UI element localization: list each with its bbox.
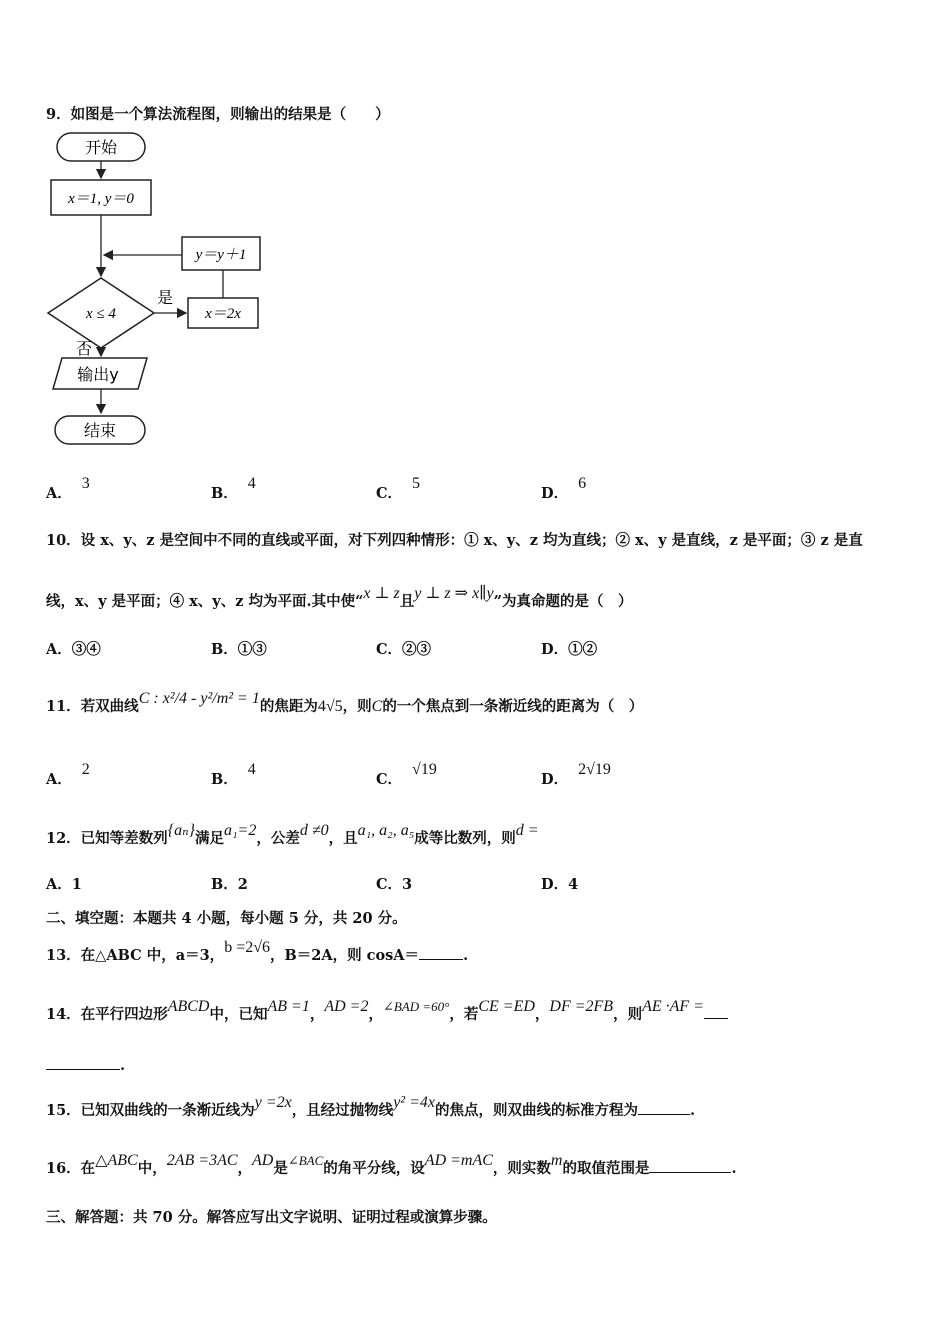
q14-answer-blank-2[interactable]: [46, 1055, 120, 1070]
q13-stem: 13．在△ABC 中，a＝3，b =2√6，B＝2A，则 cosA＝ .: [46, 939, 469, 964]
q9-option-b[interactable]: B．4: [211, 475, 256, 502]
q10-option-a[interactable]: A．③④: [46, 641, 101, 658]
flow-no-label: 否: [76, 339, 93, 358]
q9-stem: 9．如图是一个算法流程图，则输出的结果是（ ）: [46, 106, 390, 123]
section-3-heading: 三、解答题：共 70 分。解答应写出文字说明、证明过程或演算步骤。: [46, 1209, 497, 1226]
q9-option-c[interactable]: C．5: [376, 475, 421, 502]
q10-option-b[interactable]: B．①③: [211, 641, 267, 658]
q11-focal-length: 4√5: [317, 698, 343, 715]
q11-hyperbola-eq: C : x²/4 - y²/m² = 1: [138, 690, 260, 707]
q13-answer-blank[interactable]: [419, 945, 463, 960]
flow-yes-label: 是: [157, 288, 174, 307]
q10-option-c[interactable]: C．②③: [376, 641, 432, 658]
q12-option-b[interactable]: B．2: [211, 876, 248, 893]
flow-output-label: 输出y: [77, 365, 119, 384]
q15-stem: 15．已知双曲线的一条渐近线为y =2x，且经过抛物线y² =4x的焦点，则双曲线的标准方程为 .: [46, 1094, 696, 1119]
flow-condition-label: x ≤ 4: [86, 306, 116, 322]
section-2-heading: 二、填空题：本题共 4 小题，每小题 5 分，共 20 分。: [46, 910, 407, 927]
q14-stem: 14．在平行四边形ABCD中，已知AB =1，AD =2，∠BAD =60°，若CE =ED，DF =2FB，则AE ·AF =: [46, 1003, 728, 1024]
q12-option-c[interactable]: C．3: [376, 876, 413, 893]
flow-end-label: 结束: [83, 421, 117, 440]
q11-option-d[interactable]: D．2√19: [541, 761, 611, 788]
flow-init-label: x＝1, y＝0: [68, 191, 134, 207]
q16-stem: 16．在△ABC中，2AB =3AC，AD是∠BAC的角平分线，设AD =mAC，则实数m的取值范围是 .: [46, 1152, 737, 1177]
q11-option-a[interactable]: A．2: [46, 761, 90, 788]
q12-option-d[interactable]: D．4: [541, 876, 579, 893]
q10-math-1: x ⊥ z: [363, 585, 400, 602]
flow-start-label: 开始: [84, 138, 118, 157]
q10-option-d[interactable]: D．①②: [541, 641, 598, 658]
q11-stem: 11．若双曲线C : x²/4 - y²/m² = 1的焦距为4√5，则C的一个焦点到一条渐近线的距离为（ ）: [46, 690, 644, 715]
q14-answer-blank-1[interactable]: [704, 1004, 728, 1019]
q11-option-b[interactable]: B．4: [211, 761, 256, 788]
flow-update-x-label: x＝2x: [205, 306, 241, 322]
flow-update-y-label: y＝y＋1: [195, 247, 247, 263]
q10-stem-line2: 线，x、y 是平面；④ x、y、z 均为平面.其中使“x ⊥ z且y ⊥ z ⇒ x∥y”为真命题的是（ ）: [46, 585, 633, 610]
q16-answer-blank[interactable]: [649, 1158, 731, 1173]
q14-stem-line2: .: [46, 1055, 125, 1074]
q11-option-c[interactable]: C．√19: [376, 761, 437, 788]
q9-option-a[interactable]: A．3: [46, 475, 90, 502]
q10-math-2: y ⊥ z ⇒ x∥y: [414, 585, 494, 602]
q12-stem: 12．已知等差数列{aₙ}满足a₁=2，公差d ≠0，且a₁, a₂, a₅成等比数列，则d =: [46, 822, 539, 847]
algorithm-flowchart: [40, 128, 280, 458]
q15-answer-blank[interactable]: [638, 1100, 690, 1115]
q12-option-a[interactable]: A．1: [46, 876, 82, 893]
q9-option-d[interactable]: D．6: [541, 475, 587, 502]
q10-stem-line1: 10．设 x、y、z 是空间中不同的直线或平面，对下列四种情形：① x、y、z 均为直线；② x、y 是直线，z 是平面；③ z 是直: [46, 532, 863, 549]
